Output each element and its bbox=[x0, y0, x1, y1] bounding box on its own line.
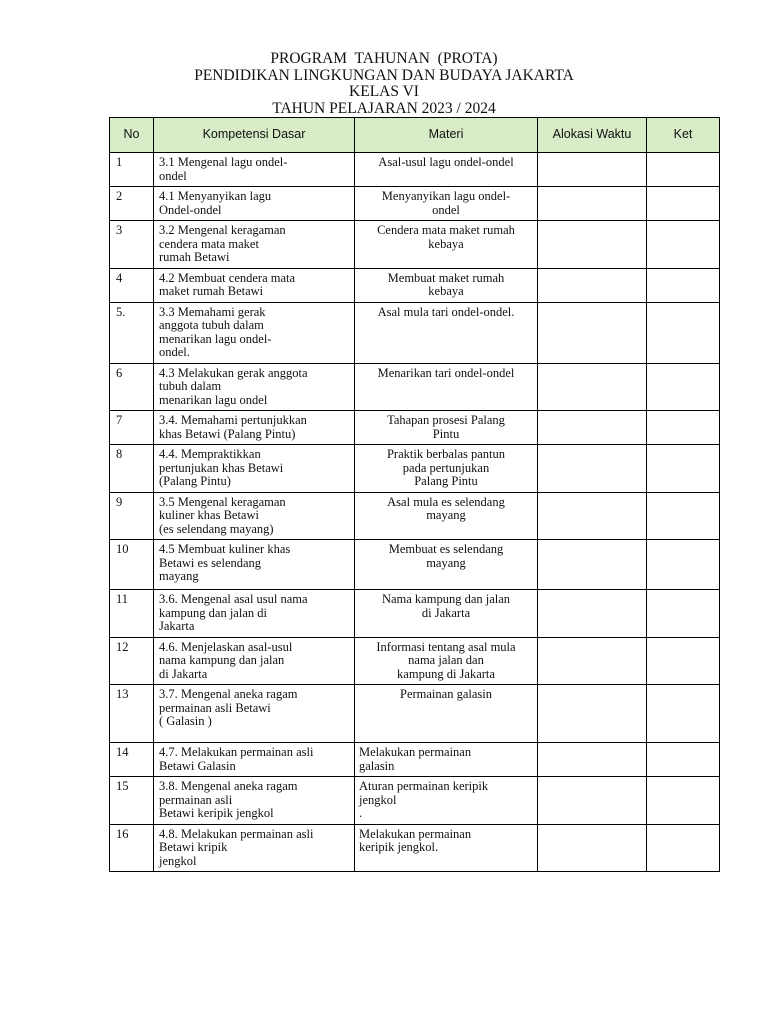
cell-alokasi-waktu bbox=[538, 302, 647, 363]
cell-materi: Permainan galasin bbox=[355, 685, 538, 743]
cell-ket bbox=[647, 445, 720, 493]
cell-kompetensi-dasar: 4.2 Membuat cendera mata maket rumah Betawi bbox=[154, 268, 355, 302]
cell-alokasi-waktu bbox=[538, 445, 647, 493]
cell-materi: Membuat maket rumah kebaya bbox=[355, 268, 538, 302]
col-header-alokasi: Alokasi Waktu bbox=[538, 118, 647, 153]
table-row bbox=[110, 590, 720, 638]
title-line-year: TAHUN PELAJARAN 2023 / 2024 bbox=[272, 99, 496, 117]
table-row bbox=[110, 685, 720, 743]
table-row bbox=[110, 187, 720, 221]
cell-no: 3 bbox=[110, 221, 154, 269]
cell-no: 2 bbox=[110, 187, 154, 221]
cell-materi: Informasi tentang asal mula nama jalan dan kampung di Jakarta bbox=[355, 637, 538, 685]
cell-materi: Praktik berbalas pantun pada pertunjukan Palang Pintu bbox=[355, 445, 538, 493]
cell-materi: Asal mula tari ondel-ondel. bbox=[355, 302, 538, 363]
cell-materi: Asal mula es selendang mayang bbox=[355, 492, 538, 540]
cell-ket bbox=[647, 363, 720, 411]
table-row bbox=[110, 363, 720, 411]
cell-alokasi-waktu bbox=[538, 540, 647, 590]
cell-alokasi-waktu bbox=[538, 590, 647, 638]
cell-no: 13 bbox=[110, 685, 154, 743]
cell-no: 15 bbox=[110, 777, 154, 825]
cell-materi: Membuat es selendang mayang bbox=[355, 540, 538, 590]
cell-materi: Tahapan prosesi Palang Pintu bbox=[355, 411, 538, 445]
cell-materi: Asal-usul lagu ondel-ondel bbox=[355, 153, 538, 187]
cell-ket bbox=[647, 777, 720, 825]
cell-ket bbox=[647, 492, 720, 540]
cell-no: 4 bbox=[110, 268, 154, 302]
table-row bbox=[110, 302, 720, 363]
cell-no: 16 bbox=[110, 824, 154, 872]
cell-ket bbox=[647, 187, 720, 221]
table-row bbox=[110, 743, 720, 777]
cell-materi: Nama kampung dan jalan di Jakarta bbox=[355, 590, 538, 638]
cell-kompetensi-dasar: 4.8. Melakukan permainan asli Betawi kripik jengkol bbox=[154, 824, 355, 872]
cell-kompetensi-dasar: 3.7. Mengenal aneka ragam permainan asli Betawi ( Galasin ) bbox=[154, 685, 355, 743]
table-row bbox=[110, 445, 720, 493]
cell-ket bbox=[647, 411, 720, 445]
cell-ket bbox=[647, 824, 720, 872]
table-row bbox=[110, 268, 720, 302]
cell-materi: Aturan permainan keripik jengkol . bbox=[355, 777, 538, 825]
title-line-program: PROGRAM TAHUNAN (PROTA) bbox=[270, 50, 498, 67]
cell-no: 11 bbox=[110, 590, 154, 638]
cell-kompetensi-dasar: 3.8. Mengenal aneka ragam permainan asli Betawi keripik jengkol bbox=[154, 777, 355, 825]
table-row bbox=[110, 777, 720, 825]
document-title bbox=[0, 51, 768, 117]
table-row bbox=[110, 153, 720, 187]
table-row bbox=[110, 411, 720, 445]
cell-ket bbox=[647, 153, 720, 187]
prota-table bbox=[109, 117, 720, 872]
cell-alokasi-waktu bbox=[538, 268, 647, 302]
cell-kompetensi-dasar: 3.3 Memahami gerak anggota tubuh dalam menarikan lagu ondel- ondel. bbox=[154, 302, 355, 363]
cell-kompetensi-dasar: 3.6. Mengenal asal usul nama kampung dan jalan di Jakarta bbox=[154, 590, 355, 638]
cell-no: 1 bbox=[110, 153, 154, 187]
cell-kompetensi-dasar: 3.4. Memahami pertunjukkan khas Betawi (Palang Pintu) bbox=[154, 411, 355, 445]
table-row bbox=[110, 492, 720, 540]
cell-ket bbox=[647, 540, 720, 590]
cell-no: 14 bbox=[110, 743, 154, 777]
cell-kompetensi-dasar: 4.5 Membuat kuliner khas Betawi es selendang mayang bbox=[154, 540, 355, 590]
cell-alokasi-waktu bbox=[538, 637, 647, 685]
cell-no: 8 bbox=[110, 445, 154, 493]
cell-ket bbox=[647, 637, 720, 685]
table-row bbox=[110, 221, 720, 269]
cell-materi: Melakukan permainan galasin bbox=[355, 743, 538, 777]
cell-kompetensi-dasar: 4.3 Melakukan gerak anggota tubuh dalam menarikan lagu ondel bbox=[154, 363, 355, 411]
cell-materi: Melakukan permainan keripik jengkol. bbox=[355, 824, 538, 872]
cell-alokasi-waktu bbox=[538, 221, 647, 269]
table-row bbox=[110, 824, 720, 872]
cell-alokasi-waktu bbox=[538, 187, 647, 221]
cell-materi: Menyanyikan lagu ondel- ondel bbox=[355, 187, 538, 221]
cell-alokasi-waktu bbox=[538, 777, 647, 825]
cell-alokasi-waktu bbox=[538, 824, 647, 872]
cell-kompetensi-dasar: 3.2 Mengenal keragaman cendera mata maket rumah Betawi bbox=[154, 221, 355, 269]
table-row bbox=[110, 637, 720, 685]
title-line-class: KELAS VI bbox=[349, 83, 419, 100]
col-header-no: No bbox=[110, 118, 154, 153]
cell-no: 6 bbox=[110, 363, 154, 411]
cell-materi: Cendera mata maket rumah kebaya bbox=[355, 221, 538, 269]
cell-no: 9 bbox=[110, 492, 154, 540]
table-header-row bbox=[110, 118, 720, 153]
cell-ket bbox=[647, 685, 720, 743]
cell-alokasi-waktu bbox=[538, 363, 647, 411]
col-header-ket: Ket bbox=[647, 118, 720, 153]
cell-ket bbox=[647, 302, 720, 363]
cell-ket bbox=[647, 268, 720, 302]
col-header-kompetensi: Kompetensi Dasar bbox=[154, 118, 355, 153]
cell-no: 12 bbox=[110, 637, 154, 685]
cell-kompetensi-dasar: 3.5 Mengenal keragaman kuliner khas Betawi (es selendang mayang) bbox=[154, 492, 355, 540]
cell-alokasi-waktu bbox=[538, 685, 647, 743]
cell-ket bbox=[647, 221, 720, 269]
cell-ket bbox=[647, 590, 720, 638]
cell-ket bbox=[647, 743, 720, 777]
cell-kompetensi-dasar: 4.7. Melakukan permainan asli Betawi Galasin bbox=[154, 743, 355, 777]
cell-kompetensi-dasar: 4.6. Menjelaskan asal-usul nama kampung dan jalan di Jakarta bbox=[154, 637, 355, 685]
cell-materi: Menarikan tari ondel-ondel bbox=[355, 363, 538, 411]
cell-kompetensi-dasar: 3.1 Mengenal lagu ondel- ondel bbox=[154, 153, 355, 187]
cell-no: 7 bbox=[110, 411, 154, 445]
cell-alokasi-waktu bbox=[538, 492, 647, 540]
cell-alokasi-waktu bbox=[538, 411, 647, 445]
cell-no: 5. bbox=[110, 302, 154, 363]
cell-alokasi-waktu bbox=[538, 743, 647, 777]
cell-no: 10 bbox=[110, 540, 154, 590]
cell-kompetensi-dasar: 4.4. Mempraktikkan pertunjukan khas Betawi (Palang Pintu) bbox=[154, 445, 355, 493]
table-row bbox=[110, 540, 720, 590]
cell-alokasi-waktu bbox=[538, 153, 647, 187]
cell-kompetensi-dasar: 4.1 Menyanyikan lagu Ondel-ondel bbox=[154, 187, 355, 221]
col-header-materi: Materi bbox=[355, 118, 538, 153]
title-line-subject: PENDIDIKAN LINGKUNGAN DAN BUDAYA JAKARTA bbox=[194, 66, 574, 84]
